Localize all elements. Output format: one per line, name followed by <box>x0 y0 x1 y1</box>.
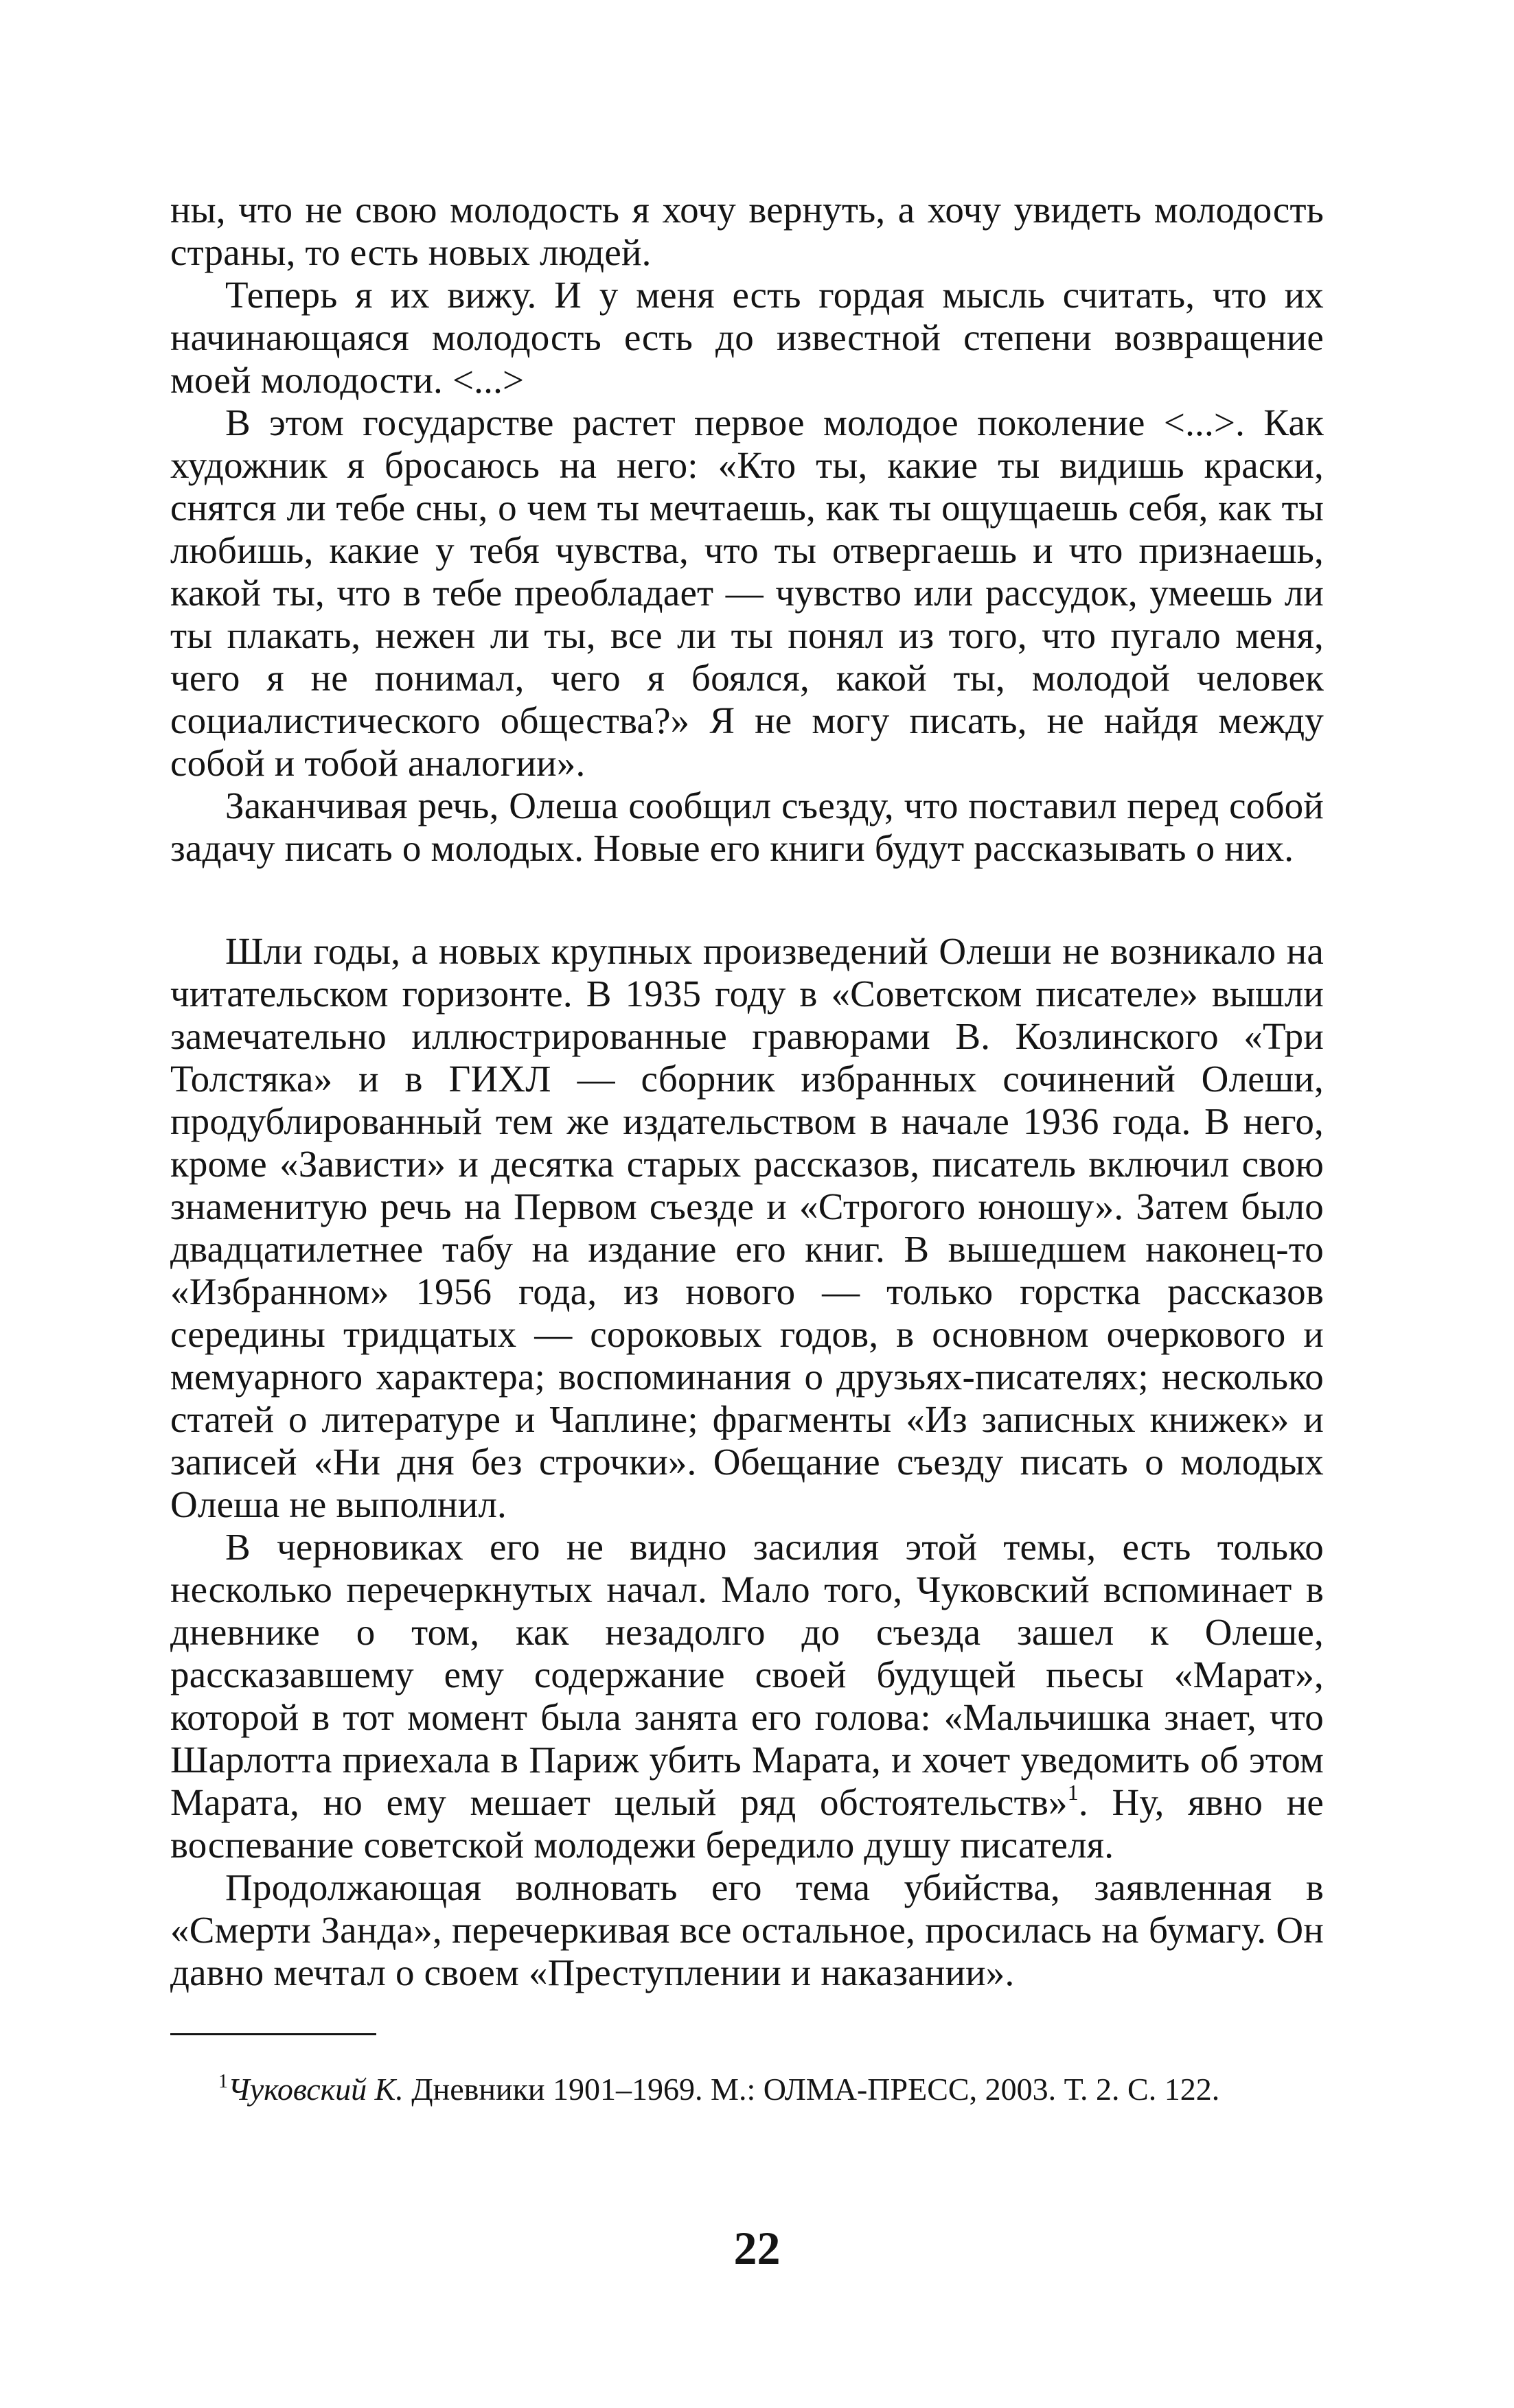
page-number: 22 <box>733 2222 781 2274</box>
footnote-text: Дневники 1901–1969. М.: ОЛМА-ПРЕСС, 2003. Т. 2. С. 122. <box>403 2072 1220 2107</box>
paragraph-text: В черновиках его не видно засилия этой темы, есть только несколько перечеркнутых начал. Мало того, Чуковский вспоминает в дневнике о том, как незадолго до съезда зашел к Олеше, рассказавшему ему содержание своей будущей пьесы «Марат», которой в тот момент была занята его голова: «Мальчишка знает, что Шарлотта приехала в Париж убить Марата, и хочет уведомить об этом Марата, но ему мешает целый ряд обстоятельств» <box>170 1526 1324 1823</box>
footnote-number: 1 <box>218 2071 228 2092</box>
footnote <box>170 2062 1324 2109</box>
paragraph: ны, что не свою молодость я хочу вернуть, а хочу увидеть молодость страны, то есть новых людей. <box>170 189 1324 273</box>
paragraph: Шли годы, а новых крупных произведений Олеши не возникало на читательском горизонте. В 1935 году в «Советском писателе» вышли замечательно иллюстрированные гравюрами В. Козлинского «Три Толстяка» и в ГИХЛ — сборник избранных сочинений Олеши, продублированный тем же издательством в начале 1936 года. В него, кроме «Зависти» и десятка старых рассказов, писатель включил свою знаменитую речь на Первом съезде и «Строгого юношу». Затем было двадцатилетнее табу на издание его книг. В вышедшем наконец-то «Избранном» 1956 года, из нового — только горстка рассказов середины тридцатых — сороковых годов, в основном очеркового и мемуарного характера; воспоминания о друзьях-писателях; несколько статей о литературе и Чаплине; фрагменты «Из записных книжек» и записей «Ни дня без строчки». Обещание съезду писать о молодых Олеша не выполнил. <box>170 930 1324 1525</box>
paragraph-text-continued: . Ну, явно не воспевание советской молодежи бередило душу писателя. <box>170 1781 1324 1866</box>
section-break <box>170 870 1324 930</box>
footnote-author: Чуковский К. <box>228 2072 404 2107</box>
footnote-separator <box>170 2033 376 2035</box>
page-body <box>170 189 1324 1994</box>
paragraph-with-footnote <box>170 1526 1324 1866</box>
footnote-marker[interactable]: 1 <box>1067 1780 1079 1805</box>
paragraph: В этом государстве растет первое молодое поколение <...>. Как художник я бросаюсь на него: «Кто ты, какие ты видишь краски, снятся ли тебе сны, о чем ты мечтаешь, как ты ощущаешь себя, как ты любишь, какие у тебя чувства, что ты отвергаешь и что признаешь, какой ты, что в тебе преобладает — чувство или рассудок, умеешь ли ты плакать, нежен ли ты, все ли ты понял из того, что пугало меня, чего я не понимал, чего я боялся, какой ты, молодой человек социалистического общества?» Я не могу писать, не найдя между собой и тобой аналогии». <box>170 402 1324 784</box>
paragraph: Заканчивая речь, Олеша сообщил съезду, что поставил перед собой задачу писать о молодых. Новые его книги будут рассказывать о них. <box>170 785 1324 869</box>
paragraph: Продолжающая волновать его тема убийства, заявленная в «Смерти Занда», перечеркивая все остальное, просилась на бумагу. Он давно мечтал о своем «Преступлении и наказании». <box>170 1866 1324 1993</box>
paragraph: Теперь я их вижу. И у меня есть гордая мысль считать, что их начинающаяся молодость есть до известной степени возвращение моей молодости. <...> <box>170 274 1324 401</box>
